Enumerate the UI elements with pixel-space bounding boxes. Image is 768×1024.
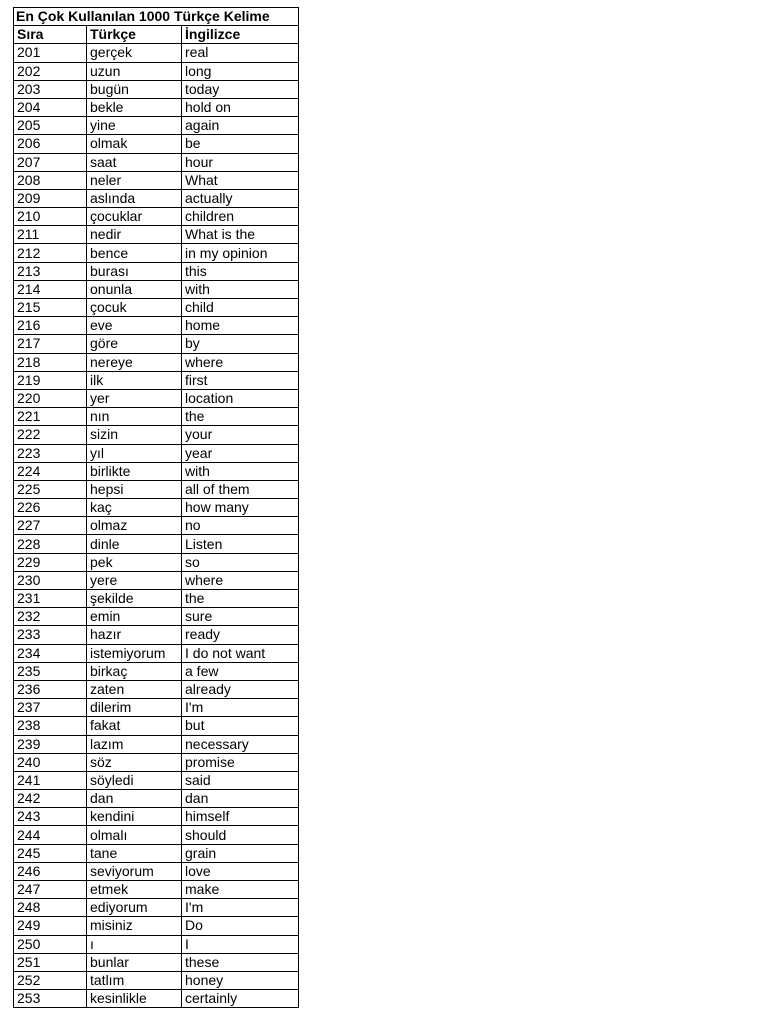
table-row <box>14 299 299 317</box>
cell-english: make <box>182 881 299 899</box>
cell-turkish: söyledi <box>87 771 182 789</box>
cell-turkish: burası <box>87 262 182 280</box>
word-table <box>13 7 299 1008</box>
cell-turkish: hepsi <box>87 480 182 498</box>
cell-rank: 211 <box>14 226 87 244</box>
table-row <box>14 590 299 608</box>
table-row <box>14 680 299 698</box>
cell-rank: 241 <box>14 771 87 789</box>
cell-turkish: söz <box>87 753 182 771</box>
table-row <box>14 771 299 789</box>
table-row <box>14 535 299 553</box>
cell-rank: 204 <box>14 98 87 116</box>
cell-english: ready <box>182 626 299 644</box>
cell-turkish: kesinlikle <box>87 990 182 1008</box>
table-row <box>14 499 299 517</box>
cell-english: sure <box>182 608 299 626</box>
cell-turkish: yıl <box>87 444 182 462</box>
table-row <box>14 80 299 98</box>
cell-turkish: nereye <box>87 353 182 371</box>
table-row <box>14 480 299 498</box>
cell-english: so <box>182 553 299 571</box>
cell-english: where <box>182 571 299 589</box>
cell-turkish: ı <box>87 935 182 953</box>
cell-turkish: bunlar <box>87 953 182 971</box>
cell-rank: 244 <box>14 826 87 844</box>
cell-turkish: birkaç <box>87 662 182 680</box>
cell-rank: 202 <box>14 62 87 80</box>
table-row <box>14 826 299 844</box>
cell-english: I'm <box>182 699 299 717</box>
table-row <box>14 408 299 426</box>
cell-rank: 230 <box>14 571 87 589</box>
cell-rank: 247 <box>14 881 87 899</box>
cell-english: real <box>182 44 299 62</box>
cell-rank: 250 <box>14 935 87 953</box>
cell-rank: 249 <box>14 917 87 935</box>
cell-english: What <box>182 171 299 189</box>
cell-turkish: zaten <box>87 680 182 698</box>
cell-english: actually <box>182 189 299 207</box>
cell-turkish: çocuklar <box>87 208 182 226</box>
cell-turkish: emin <box>87 608 182 626</box>
cell-english: the <box>182 590 299 608</box>
table-row <box>14 189 299 207</box>
cell-rank: 217 <box>14 335 87 353</box>
cell-english: how many <box>182 499 299 517</box>
table-row <box>14 608 299 626</box>
cell-rank: 220 <box>14 389 87 407</box>
table-row <box>14 335 299 353</box>
cell-english: love <box>182 862 299 880</box>
cell-english: dan <box>182 790 299 808</box>
cell-rank: 245 <box>14 844 87 862</box>
table-row <box>14 899 299 917</box>
cell-english: the <box>182 408 299 426</box>
table-row <box>14 117 299 135</box>
cell-rank: 224 <box>14 462 87 480</box>
cell-rank: 207 <box>14 153 87 171</box>
cell-rank: 237 <box>14 699 87 717</box>
cell-turkish: göre <box>87 335 182 353</box>
cell-turkish: tatlım <box>87 971 182 989</box>
cell-english: necessary <box>182 735 299 753</box>
table-row <box>14 62 299 80</box>
cell-rank: 205 <box>14 117 87 135</box>
cell-turkish: gerçek <box>87 44 182 62</box>
cell-turkish: etmek <box>87 881 182 899</box>
cell-rank: 225 <box>14 480 87 498</box>
cell-english: promise <box>182 753 299 771</box>
table-row <box>14 862 299 880</box>
cell-turkish: dilerim <box>87 699 182 717</box>
cell-english: where <box>182 353 299 371</box>
cell-rank: 212 <box>14 244 87 262</box>
cell-rank: 229 <box>14 553 87 571</box>
cell-turkish: dinle <box>87 535 182 553</box>
table-row <box>14 371 299 389</box>
cell-rank: 234 <box>14 644 87 662</box>
table-row <box>14 98 299 116</box>
word-list-sheet <box>13 7 298 1008</box>
table-row <box>14 644 299 662</box>
table-row <box>14 808 299 826</box>
table-row <box>14 990 299 1008</box>
cell-turkish: nın <box>87 408 182 426</box>
cell-english: year <box>182 444 299 462</box>
cell-turkish: nedir <box>87 226 182 244</box>
cell-turkish: kaç <box>87 499 182 517</box>
cell-turkish: olmak <box>87 135 182 153</box>
table-row <box>14 971 299 989</box>
cell-rank: 201 <box>14 44 87 62</box>
title-row <box>14 8 299 26</box>
cell-english: first <box>182 371 299 389</box>
cell-english: with <box>182 280 299 298</box>
table-row <box>14 844 299 862</box>
cell-english: your <box>182 426 299 444</box>
cell-rank: 210 <box>14 208 87 226</box>
cell-rank: 236 <box>14 680 87 698</box>
cell-turkish: fakat <box>87 717 182 735</box>
word-rows <box>14 44 299 1008</box>
cell-rank: 251 <box>14 953 87 971</box>
cell-turkish: olmalı <box>87 826 182 844</box>
cell-english: by <box>182 335 299 353</box>
cell-english: What is the <box>182 226 299 244</box>
cell-english: Do <box>182 917 299 935</box>
table-row <box>14 626 299 644</box>
cell-rank: 223 <box>14 444 87 462</box>
cell-english: a few <box>182 662 299 680</box>
table-row <box>14 244 299 262</box>
table-row <box>14 699 299 717</box>
cell-english: I do not want <box>182 644 299 662</box>
cell-turkish: bugün <box>87 80 182 98</box>
table-row <box>14 735 299 753</box>
cell-rank: 203 <box>14 80 87 98</box>
table-row <box>14 462 299 480</box>
cell-rank: 222 <box>14 426 87 444</box>
cell-rank: 218 <box>14 353 87 371</box>
header-row <box>14 26 299 44</box>
table-row <box>14 426 299 444</box>
column-header-english: İngilizce <box>182 26 299 44</box>
table-row <box>14 517 299 535</box>
table-row <box>14 280 299 298</box>
cell-english: Listen <box>182 535 299 553</box>
cell-turkish: yine <box>87 117 182 135</box>
cell-rank: 246 <box>14 862 87 880</box>
cell-english: already <box>182 680 299 698</box>
cell-rank: 219 <box>14 371 87 389</box>
cell-turkish: eve <box>87 317 182 335</box>
cell-rank: 235 <box>14 662 87 680</box>
cell-english: should <box>182 826 299 844</box>
cell-english: grain <box>182 844 299 862</box>
cell-turkish: birlikte <box>87 462 182 480</box>
cell-english: location <box>182 389 299 407</box>
cell-turkish: aslında <box>87 189 182 207</box>
cell-rank: 238 <box>14 717 87 735</box>
cell-english: I <box>182 935 299 953</box>
table-row <box>14 881 299 899</box>
cell-turkish: çocuk <box>87 299 182 317</box>
table-row <box>14 44 299 62</box>
table-row <box>14 553 299 571</box>
cell-rank: 243 <box>14 808 87 826</box>
cell-turkish: yere <box>87 571 182 589</box>
cell-rank: 233 <box>14 626 87 644</box>
table-row <box>14 153 299 171</box>
column-header-rank: Sıra <box>14 26 87 44</box>
table-row <box>14 753 299 771</box>
cell-rank: 214 <box>14 280 87 298</box>
cell-rank: 216 <box>14 317 87 335</box>
cell-turkish: yer <box>87 389 182 407</box>
cell-english: hour <box>182 153 299 171</box>
cell-english: children <box>182 208 299 226</box>
table-row <box>14 953 299 971</box>
cell-rank: 226 <box>14 499 87 517</box>
cell-rank: 252 <box>14 971 87 989</box>
cell-rank: 206 <box>14 135 87 153</box>
table-row <box>14 571 299 589</box>
table-row <box>14 389 299 407</box>
cell-rank: 240 <box>14 753 87 771</box>
cell-english: long <box>182 62 299 80</box>
cell-english: with <box>182 462 299 480</box>
cell-turkish: ediyorum <box>87 899 182 917</box>
cell-english: said <box>182 771 299 789</box>
cell-rank: 227 <box>14 517 87 535</box>
cell-turkish: ilk <box>87 371 182 389</box>
cell-english: child <box>182 299 299 317</box>
cell-turkish: bence <box>87 244 182 262</box>
cell-rank: 221 <box>14 408 87 426</box>
cell-english: certainly <box>182 990 299 1008</box>
table-row <box>14 262 299 280</box>
cell-english: today <box>182 80 299 98</box>
table-row <box>14 208 299 226</box>
cell-rank: 208 <box>14 171 87 189</box>
cell-turkish: uzun <box>87 62 182 80</box>
cell-rank: 231 <box>14 590 87 608</box>
cell-turkish: kendini <box>87 808 182 826</box>
table-row <box>14 662 299 680</box>
cell-rank: 209 <box>14 189 87 207</box>
table-row <box>14 226 299 244</box>
cell-rank: 239 <box>14 735 87 753</box>
cell-turkish: şekilde <box>87 590 182 608</box>
table-row <box>14 171 299 189</box>
cell-english: home <box>182 317 299 335</box>
cell-rank: 253 <box>14 990 87 1008</box>
cell-english: again <box>182 117 299 135</box>
table-row <box>14 317 299 335</box>
cell-english: no <box>182 517 299 535</box>
cell-turkish: istemiyorum <box>87 644 182 662</box>
cell-english: I'm <box>182 899 299 917</box>
cell-english: be <box>182 135 299 153</box>
cell-turkish: dan <box>87 790 182 808</box>
column-header-turkish: Türkçe <box>87 26 182 44</box>
cell-rank: 213 <box>14 262 87 280</box>
cell-english: honey <box>182 971 299 989</box>
cell-rank: 242 <box>14 790 87 808</box>
cell-english: all of them <box>182 480 299 498</box>
table-title: En Çok Kullanılan 1000 Türkçe Kelime <box>14 8 299 26</box>
cell-english: but <box>182 717 299 735</box>
cell-rank: 232 <box>14 608 87 626</box>
cell-english: this <box>182 262 299 280</box>
cell-english: himself <box>182 808 299 826</box>
table-row <box>14 917 299 935</box>
cell-rank: 228 <box>14 535 87 553</box>
cell-turkish: hazır <box>87 626 182 644</box>
cell-turkish: tane <box>87 844 182 862</box>
cell-english: hold on <box>182 98 299 116</box>
cell-turkish: pek <box>87 553 182 571</box>
table-row <box>14 444 299 462</box>
cell-rank: 248 <box>14 899 87 917</box>
cell-turkish: onunla <box>87 280 182 298</box>
cell-rank: 215 <box>14 299 87 317</box>
cell-english: these <box>182 953 299 971</box>
cell-turkish: bekle <box>87 98 182 116</box>
cell-turkish: seviyorum <box>87 862 182 880</box>
cell-turkish: sizin <box>87 426 182 444</box>
table-row <box>14 717 299 735</box>
table-row <box>14 935 299 953</box>
table-row <box>14 790 299 808</box>
cell-turkish: neler <box>87 171 182 189</box>
cell-turkish: misiniz <box>87 917 182 935</box>
cell-turkish: lazım <box>87 735 182 753</box>
table-row <box>14 135 299 153</box>
cell-turkish: olmaz <box>87 517 182 535</box>
cell-turkish: saat <box>87 153 182 171</box>
cell-english: in my opinion <box>182 244 299 262</box>
table-row <box>14 353 299 371</box>
